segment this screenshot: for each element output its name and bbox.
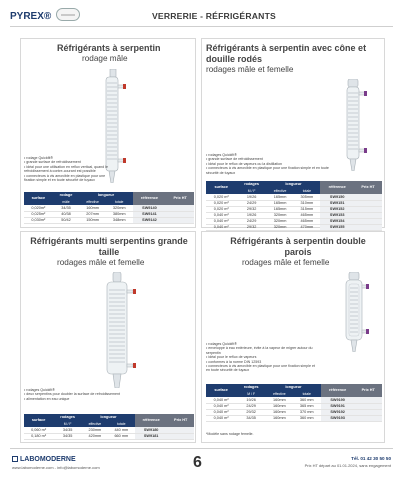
footer-logo <box>12 456 76 463</box>
condenser-image <box>97 272 137 388</box>
spec-table <box>206 384 382 422</box>
reference-cell: SW9180 <box>135 427 167 433</box>
brand-name: PYREX® <box>10 11 52 22</box>
labomoderne-logo-icon <box>12 456 18 462</box>
reference-cell: SW9191 <box>321 403 355 409</box>
column-header: rodages <box>236 384 266 391</box>
column-header: rodage <box>53 192 80 199</box>
footer-legal: Prix HT départ au 01.01.2024, sans engagement <box>304 463 391 468</box>
table-cell: 440 mm <box>108 427 135 433</box>
product-panel-double-parois <box>201 231 385 443</box>
page-number: 6 <box>193 454 202 471</box>
table-cell: 34/35 <box>236 415 266 421</box>
column-subheader: totale <box>106 199 133 206</box>
footer-website[interactable]: www.labomoderne.com - info@labomoderne.com <box>12 465 100 470</box>
list-item: • connecteurs à vis amovible en plastique pour une fixation simple et en toute sécurité de tuyaux <box>206 364 316 373</box>
table-cell: 0,180 m² <box>24 433 53 439</box>
column-header: longueur <box>79 192 132 199</box>
panel-title: Réfrigérants à serpentin avec cône et douille rodés <box>206 43 367 64</box>
table-cell: 160mm <box>266 397 293 403</box>
table-cell: 365 mm <box>293 403 321 409</box>
column-header: Prix HT <box>354 181 382 194</box>
list-item: • grande surface de refroidissement <box>24 160 108 164</box>
table-cell: 320mm <box>267 224 294 230</box>
product-panel-serpentin-cone <box>201 38 385 228</box>
table-cell: 0,060 m² <box>24 427 53 433</box>
feature-list <box>206 153 331 175</box>
spec-table <box>24 414 194 440</box>
table-cell: 0,040 m² <box>206 224 237 230</box>
feature-list <box>206 342 316 373</box>
table-cell: 19/26 <box>236 397 266 403</box>
panel-title: Réfrigérants à serpentin <box>57 43 161 53</box>
table-cell: 34/35 <box>53 205 80 211</box>
table-cell: 0,020m² <box>24 205 53 211</box>
condenser-image <box>338 272 370 352</box>
list-item: • idéal pour une utilisation en reflux vertical, quand le refroidissement à contre-courant est possible <box>24 165 108 174</box>
table-cell: 0,025m² <box>24 211 53 217</box>
reference-cell: SW9151 <box>320 200 354 206</box>
table-cell: 29/32 <box>236 409 266 415</box>
condenser-image <box>338 79 368 171</box>
list-item: • enveloppe à eau extérieure, évite à la vapeur de migrer autour du serpentin <box>206 346 316 355</box>
table-cell: 0,040 m² <box>206 403 236 409</box>
table-cell: 0,040 m² <box>206 409 236 415</box>
column-header: Prix HT <box>167 414 194 427</box>
table-cell: 230mm <box>82 427 108 433</box>
table-cell: 0,040 m² <box>206 397 236 403</box>
table-cell: 160mm <box>79 205 106 211</box>
table-cell: 160mm <box>266 415 293 421</box>
table-cell: 0,020 m² <box>206 206 237 212</box>
column-header: Prix HT <box>354 384 382 397</box>
feature-list <box>24 388 130 401</box>
column-header: surface <box>206 384 236 397</box>
table-cell: 24/29 <box>237 200 267 206</box>
table-cell: 360 mm <box>293 415 321 421</box>
table-cell: 165mm <box>267 194 294 200</box>
column-header: rodages <box>53 414 82 421</box>
table-cell: 24/29 <box>237 218 267 224</box>
table-row <box>206 415 382 421</box>
column-subheader: effective <box>79 199 106 206</box>
price-cell <box>167 433 194 439</box>
table-row <box>24 433 194 439</box>
column-header: Prix HT <box>166 192 194 205</box>
list-item: • conformes à la norme DIN 12593 <box>206 360 316 364</box>
column-header: référence <box>321 384 355 397</box>
table-cell: 370 mm <box>293 409 321 415</box>
reference-cell: SW9193 <box>321 415 355 421</box>
column-header: surface <box>24 192 53 205</box>
column-subheader: totale <box>293 391 321 398</box>
table-row <box>24 217 194 223</box>
panel-subtitle: rodages mâle et femelle <box>57 258 145 267</box>
table-cell: 34/35 <box>53 433 82 439</box>
reference-cell: SW9152 <box>320 206 354 212</box>
column-subheader: effective <box>82 421 108 428</box>
table-cell: 320mm <box>267 218 294 224</box>
table-cell: 380mm <box>106 211 133 217</box>
column-subheader: M / F <box>236 391 266 398</box>
table-cell: 315mm <box>293 206 320 212</box>
table-cell: 40/38 <box>53 211 80 217</box>
table-cell: 19/26 <box>237 194 267 200</box>
column-subheader: totale <box>108 421 135 428</box>
table-cell: 348mm <box>106 217 133 223</box>
list-item: • rodages Quickfit® <box>206 342 316 346</box>
reference-cell: SW9154 <box>320 218 354 224</box>
brand-logo-icon <box>56 8 80 21</box>
table-cell: 29/32 <box>237 206 267 212</box>
footer-divider <box>10 448 393 449</box>
spec-table <box>24 192 194 224</box>
panel-subtitle: rodages mâle et femelle <box>242 258 330 267</box>
table-cell: 0,030m² <box>24 217 53 223</box>
list-item: • connecteurs à vis amovible en plastique pour une fixation simple et en toute sécurité de tuyaux <box>206 166 331 175</box>
table-cell: 34/35 <box>53 427 82 433</box>
reference-cell: SW9153 <box>320 212 354 218</box>
reference-cell: SW9155 <box>320 224 354 230</box>
table-cell: 310mm <box>293 200 320 206</box>
table-cell: 470mm <box>293 224 320 230</box>
table-cell: 160mm <box>266 403 293 409</box>
panel-subtitle: rodages mâle et femelle <box>206 65 294 74</box>
page-header <box>0 0 403 34</box>
table-cell: 29/32 <box>237 224 267 230</box>
table-cell: 660 mm <box>108 433 135 439</box>
reference-cell: SW9192 <box>321 409 355 415</box>
panel-title: Réfrigérants multi serpentins grande taille <box>30 236 188 257</box>
product-panel-serpentin-male <box>20 38 196 228</box>
reference-cell: SW9142 <box>133 217 167 223</box>
table-cell: 150mm <box>79 217 106 223</box>
column-subheader: effective <box>267 188 294 195</box>
page-title: VERRERIE - RÉFRIGÉRANTS <box>152 11 276 21</box>
table-cell: 0,020 m² <box>206 200 237 206</box>
reference-cell: SW9140 <box>133 205 167 211</box>
table-cell: 160mm <box>266 409 293 415</box>
table-cell: 465mm <box>293 218 320 224</box>
column-header: référence <box>135 414 167 427</box>
reference-cell: SW9190 <box>321 397 355 403</box>
table-cell: 207mm <box>79 211 106 217</box>
product-panel-multi-serpentins <box>20 231 196 443</box>
list-item: • rodages Quickfit® <box>206 153 331 157</box>
table-cell: 0,020 m² <box>206 194 237 200</box>
feature-list <box>24 156 108 182</box>
list-item: • deux serpentins pour doubler la surface de refroidissement <box>24 392 130 396</box>
footer-logo-text: LABOMODERNE <box>20 456 76 463</box>
table-cell: 0,040 m² <box>206 218 237 224</box>
table-cell: 320mm <box>106 205 133 211</box>
table-cell: 465mm <box>293 212 320 218</box>
list-item: • rodage Quickfit® <box>24 156 108 160</box>
list-item: • grande surface de refroidissement <box>206 157 331 161</box>
column-subheader: totale <box>293 188 320 195</box>
reference-cell: SW9150 <box>320 194 354 200</box>
table-cell: 165mm <box>267 200 294 206</box>
page-footer <box>0 448 403 480</box>
table-cell: 24/29 <box>236 403 266 409</box>
spec-table <box>206 181 382 231</box>
table-cell: 19/26 <box>237 212 267 218</box>
table-cell: 0,040 m² <box>206 212 237 218</box>
column-header: longueur <box>82 414 135 421</box>
price-cell <box>354 224 382 230</box>
table-cell: 165mm <box>267 206 294 212</box>
table-cell: 360 mm <box>293 397 321 403</box>
column-header: référence <box>133 192 167 205</box>
panel-subtitle: rodage mâle <box>82 54 128 63</box>
column-header: longueur <box>266 384 321 391</box>
column-header: référence <box>320 181 354 194</box>
column-header: surface <box>24 414 53 427</box>
column-subheader: mâle <box>53 199 80 206</box>
reference-cell: SW9141 <box>133 211 167 217</box>
column-header: rodages <box>237 181 267 188</box>
price-cell <box>354 415 382 421</box>
list-item: • idéal pour le reflux de vapeurs <box>206 355 316 359</box>
table-cell: 420mm <box>82 433 108 439</box>
header-divider <box>10 26 393 27</box>
panel-title: Réfrigérants à serpentin double parois <box>230 236 366 257</box>
list-item: • alimentation en eau unique <box>24 397 130 401</box>
table-cell: 0,040 m² <box>206 415 236 421</box>
column-header: longueur <box>267 181 321 188</box>
column-subheader: effective <box>266 391 293 398</box>
footnote: *Modèle sans rodage femelle. <box>206 432 254 436</box>
price-cell <box>166 217 194 223</box>
table-cell: 320mm <box>267 212 294 218</box>
list-item: • idéal pour le reflux de vapeurs ou la distillation <box>206 162 331 166</box>
column-subheader: M / F <box>53 421 82 428</box>
table-cell: 305mm <box>293 194 320 200</box>
table-cell: 50/42 <box>53 217 80 223</box>
reference-cell: SW9181 <box>135 433 167 439</box>
footer-phone: Tél. 01 42 30 50 50 <box>351 456 391 461</box>
list-item: • rodages Quickfit® <box>24 388 130 392</box>
column-subheader: M / F <box>237 188 267 195</box>
table-row <box>206 224 382 230</box>
column-header: surface <box>206 181 237 194</box>
list-item: • connecteurs à vis amovible en plastique pour une fixation simple et en toute sécurité de tuyaux <box>24 174 108 183</box>
